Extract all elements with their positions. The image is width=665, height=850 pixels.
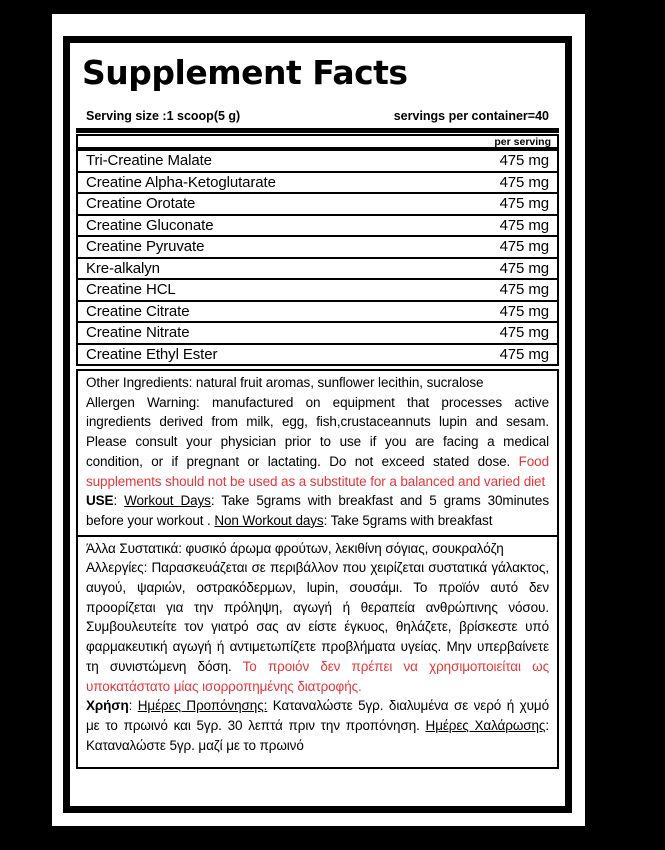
- ingredient-amount: 475 mg: [499, 324, 549, 342]
- table-row: [76, 300, 559, 324]
- ingredient-name: Creatine Citrate: [86, 302, 190, 320]
- text-segment: Workout Days: [124, 493, 211, 509]
- text-segment: : Take 5grams with breakfast and 5 grams 30minutes before your workout .: [86, 493, 549, 528]
- ingredient-name: Creatine Ethyl Ester: [86, 345, 218, 363]
- text-segment: :: [128, 698, 138, 714]
- ingredient-amount: 475 mg: [499, 281, 549, 299]
- ingredient-name: Creatine Orotate: [86, 195, 196, 213]
- ingredient-name: Tri-Creatine Malate: [86, 152, 212, 170]
- table-row: [76, 235, 559, 259]
- ingredient-amount: 475 mg: [499, 238, 549, 256]
- label-page: [52, 14, 585, 826]
- ingredient-amount: 475 mg: [499, 152, 549, 170]
- table-row: [76, 192, 559, 216]
- supplement-facts-panel: [63, 36, 572, 813]
- text-segment: Allergen Warning: manufactured on equipment that processes active ingredients derived from milk, egg, fish,crustaceannuts lupin and sesam. Please consult your physician prior to use if you are facing a medical condition, or if pregnant or lactating. Do not exceed stated dose.: [86, 394, 549, 469]
- ingredient-name: Kre-alkalyn: [86, 259, 160, 277]
- text-segment: Καταναλώστε 5γρ. διαλυμένα σε νερό ή χυμό με το πρωινό και 5γρ. 30 λεπτά πριν την προπόνηση.: [86, 698, 550, 733]
- text-segment: USE: [86, 493, 114, 509]
- english-info-text: [86, 375, 549, 528]
- table-row: [76, 171, 559, 195]
- ingredient-amount: 475 mg: [499, 345, 549, 363]
- servings-per-container-text: servings per container=40: [393, 109, 549, 123]
- thick-divider: [76, 128, 559, 133]
- ingredient-name: Creatine HCL: [86, 281, 176, 299]
- text-segment: Άλλα Συστατικά: φυσικό άρωμα φρούτων, λεκιθίνη σόγιας, σουκραλόζη: [86, 540, 504, 556]
- table-row: [76, 343, 559, 367]
- text-segment: Ημέρες Χαλάρωσης: [425, 717, 546, 733]
- greek-info-text: [86, 541, 549, 753]
- text-segment: Other Ingredients: natural fruit aromas, sunflower lecithin, sucralose: [86, 375, 484, 390]
- serving-info: [78, 109, 557, 123]
- text-segment: Food supplements should not be used as a substitute for a balanced and varied diet: [86, 453, 549, 489]
- ingredient-name: Creatine Nitrate: [86, 324, 190, 342]
- per-serving-header: [76, 134, 559, 149]
- panel-title: Supplement Facts: [82, 53, 408, 92]
- table-row: [76, 257, 559, 281]
- ingredient-name: Creatine Gluconate: [86, 216, 214, 234]
- table-row: [76, 321, 559, 345]
- text-segment: Αλλεργίες: Παρασκευάζεται σε περιβάλλον που χειρίζεται συστατικά γάλακτος, αυγού, ψαριών, οστρακόδερμων, lupin, σουσάμι. Το προϊόν αυτό δεν προορίζεται για την πρόληψη, αγωγή ή θεραπεία ανθρώπινης νόσου. Συμβουλευτείτε τον γιατρό σας αν είστε έγκυος, θηλάζετε, βρίσκεστε υπό φαρμακευτική αγωγή ή αντιμετωπίζετε προβλήματα υγείας. Μην υπερβαίνετε τη συνιστώμενη δόση.: [86, 560, 549, 674]
- serving-size-text: Serving size :1 scoop(5 g): [86, 109, 241, 123]
- ingredient-amount: 475 mg: [499, 173, 549, 191]
- table-row: [76, 278, 559, 302]
- text-segment: : Καταναλώστε 5γρ. μαζί με το πρωινό: [86, 717, 549, 753]
- ingredient-amount: 475 mg: [499, 302, 549, 320]
- text-segment: : Take 5grams with breakfast: [323, 512, 493, 528]
- per-serving-label: per serving: [494, 135, 551, 148]
- english-info-box: [76, 369, 559, 537]
- ingredient-amount: 475 mg: [499, 259, 549, 277]
- ingredient-amount: 475 mg: [499, 195, 549, 213]
- table-row: [76, 149, 559, 173]
- text-segment: Ημέρες Προπόνησης:: [137, 698, 268, 714]
- table-row: [76, 214, 559, 238]
- ingredient-amount: 475 mg: [499, 216, 549, 234]
- text-segment: Το προιόν δεν πρέπει να χρησιμοποιείται ως υποκατάστατο μίας ισορροπημένης διατροφής.: [86, 658, 549, 694]
- ingredient-name: Creatine Pyruvate: [86, 238, 205, 256]
- text-segment: Non Workout days: [214, 512, 324, 528]
- ingredient-table: [76, 149, 559, 366]
- text-segment: Χρήση: [86, 698, 129, 714]
- text-segment: :: [113, 493, 125, 509]
- ingredient-name: Creatine Alpha-Ketoglutarate: [86, 173, 276, 191]
- greek-info-box: [76, 535, 559, 769]
